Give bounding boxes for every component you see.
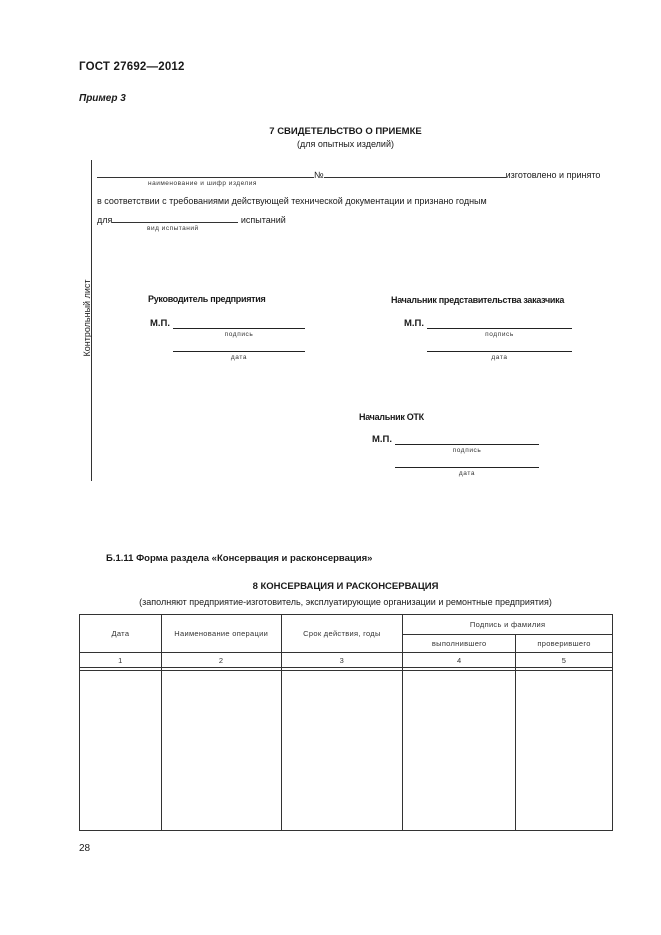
number-sign: №	[314, 170, 324, 180]
date-line-right[interactable]	[427, 351, 572, 352]
header-operation: Наименование операции	[161, 615, 281, 653]
signer-head-enterprise: Руководитель предприятия	[148, 294, 266, 304]
for-text: для	[97, 215, 113, 225]
date-line-otk[interactable]	[395, 467, 539, 468]
date-caption-left: дата	[230, 354, 248, 361]
date-line-left[interactable]	[173, 351, 305, 352]
conformity-text: в соответствии с требованиями действующей технической документации и признано годным	[97, 196, 487, 206]
column-number: 1	[80, 653, 162, 668]
date-caption-right: дата	[491, 354, 508, 361]
signature-caption-left: подпись	[224, 331, 254, 338]
column-number: 4	[403, 653, 516, 668]
header-checked: проверившего	[516, 635, 613, 653]
signer-otk: Начальник ОТК	[359, 412, 424, 422]
column-number: 5	[516, 653, 613, 668]
stamp-label-otk: М.П.	[372, 434, 393, 445]
tests-text: испытаний	[240, 215, 286, 225]
preservation-subtitle: (заполняют предприятие-изготовитель, эксплуатирующие организации и ремонтные предприятия)	[139, 597, 552, 607]
entry-cell-term[interactable]	[281, 671, 403, 831]
certificate-title: 7 СВИДЕТЕЛЬСТВО О ПРИЕМКЕ	[269, 126, 422, 137]
stamp-label-left: М.П.	[150, 318, 171, 329]
test-caption: вид испытаний	[147, 225, 199, 232]
signature-line-left[interactable]	[173, 328, 305, 329]
preservation-table	[79, 614, 613, 831]
product-name-blank[interactable]	[97, 168, 314, 178]
header-term: Срок действия, годы	[281, 615, 403, 653]
test-line	[97, 213, 286, 225]
header-date: Дата	[80, 615, 162, 653]
entry-cell-checked[interactable]	[516, 671, 613, 831]
product-line	[97, 168, 600, 180]
entry-cell-operation[interactable]	[161, 671, 281, 831]
stamp-label-right: М.П.	[404, 318, 425, 329]
date-caption-otk: дата	[458, 470, 476, 477]
accepted-text: изготовлено и принято	[505, 170, 601, 180]
signer-customer-rep: Начальник представительства заказчика	[391, 295, 565, 305]
header-performed: выполнившего	[403, 635, 516, 653]
column-number: 3	[281, 653, 403, 668]
certificate-subtitle: (для опытных изделий)	[296, 139, 394, 149]
entry-cell-performed[interactable]	[403, 671, 516, 831]
page-number: 28	[79, 843, 91, 854]
signature-line-otk[interactable]	[395, 444, 539, 445]
column-number: 2	[161, 653, 281, 668]
example-label: Пример 3	[79, 93, 126, 104]
signature-caption-otk: подпись	[452, 447, 482, 454]
preservation-title: 8 КОНСЕРВАЦИЯ И РАСКОНСЕРВАЦИЯ	[252, 581, 439, 592]
entry-cell-date[interactable]	[80, 671, 162, 831]
signature-caption-right: подпись	[485, 331, 514, 338]
product-caption: наименование и шифр изделия	[148, 180, 257, 187]
test-type-blank[interactable]	[112, 213, 238, 223]
product-number-blank[interactable]	[324, 168, 506, 178]
signature-line-right[interactable]	[427, 328, 572, 329]
margin-label: Контрольный лист	[82, 279, 92, 357]
header-signature: Подпись и фамилия	[403, 615, 613, 635]
section-heading: Б.1.11 Форма раздела «Консервация и расконсервация»	[106, 553, 373, 564]
standard-header: ГОСТ 27692—2012	[79, 61, 185, 73]
